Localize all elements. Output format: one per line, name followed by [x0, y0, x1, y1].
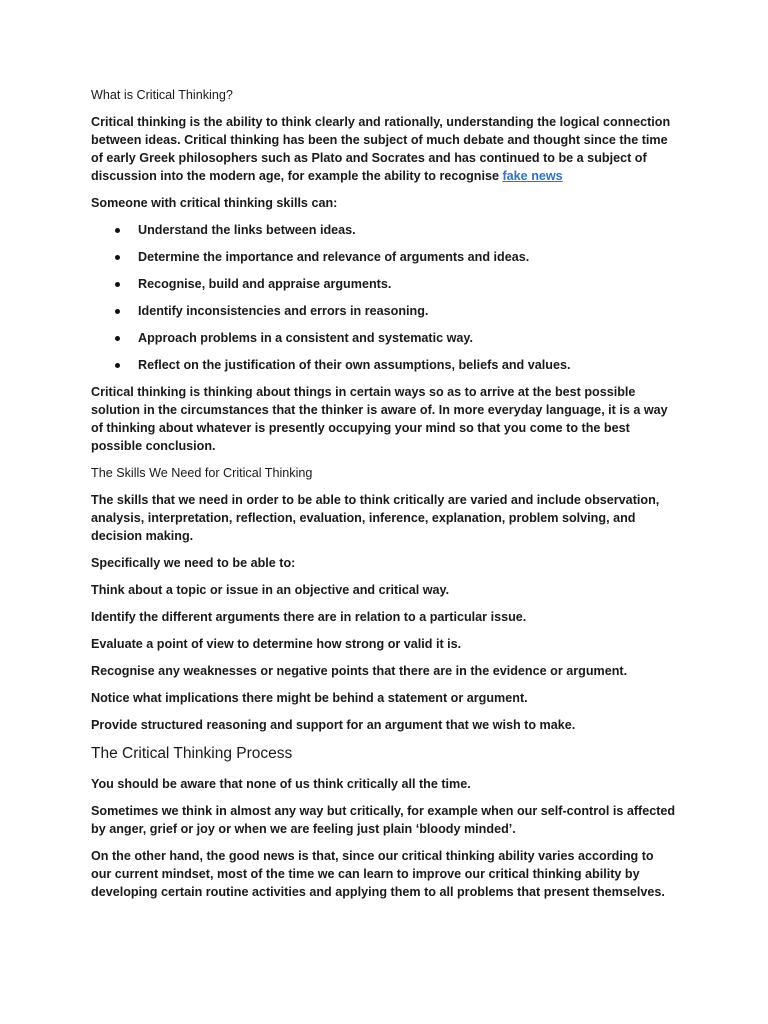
specifically-intro: Specifically we need to be able to:	[91, 556, 296, 570]
skills-needed-heading: The Skills We Need for Critical Thinking	[91, 466, 313, 480]
process-heading: The Critical Thinking Process	[91, 745, 293, 762]
bullet-icon	[115, 309, 120, 314]
skills-intro: Someone with critical thinking skills can:	[91, 196, 338, 210]
definition-paragraph: Critical thinking is thinking about things in certain ways so as to arrive at the best possible solution in the circumstances that the thinker is aware of. In more everyday language, it is a way of thinking about whatever is presently occupying your mind so that you come to the best possible conclusion.	[91, 385, 668, 453]
bullet-icon	[115, 282, 120, 287]
intro-text: Critical thinking is the ability to think clearly and rationally, understanding the logical connection between ideas. Critical thinking has been the subject of much debate and thought since the time of early Greek philosophers such as Plato and Socrates and has continued to be a subject of discussion into the modern age, for example the ability to recognise	[91, 115, 671, 183]
skill-text: Approach problems in a consistent and systematic way.	[138, 331, 473, 345]
skills-list-item	[91, 329, 676, 347]
ability-item: Recognise any weaknesses or negative points that there are in the evidence or argument.	[91, 664, 628, 678]
ability-item: Think about a topic or issue in an objective and critical way.	[91, 583, 450, 597]
ability-item: Identify the different arguments there are in relation to a particular issue.	[91, 610, 527, 624]
process-paragraph: You should be aware that none of us think critically all the time.	[91, 777, 471, 791]
bullet-icon	[115, 228, 120, 233]
skills-list-item	[91, 275, 676, 293]
skill-text: Reflect on the justification of their own assumptions, beliefs and values.	[138, 358, 571, 372]
skills-list-item	[91, 248, 676, 266]
document-title: What is Critical Thinking?	[91, 88, 233, 102]
ability-item: Provide structured reasoning and support for an argument that we wish to make.	[91, 718, 576, 732]
skills-list	[91, 221, 676, 374]
skills-needed-paragraph: The skills that we need in order to be able to think critically are varied and include observation, analysis, interpretation, reflection, evaluation, inference, explanation, problem solving, and decision making.	[91, 493, 660, 543]
skills-list-item	[91, 302, 676, 320]
bullet-icon	[115, 363, 120, 368]
intro-paragraph	[91, 113, 676, 185]
process-paragraph: Sometimes we think in almost any way but critically, for example when our self-control is affected by anger, grief or joy or when we are feeling just plain ‘bloody minded’.	[91, 804, 676, 836]
skill-text: Determine the importance and relevance of arguments and ideas.	[138, 250, 530, 264]
bullet-icon	[115, 336, 120, 341]
fake-news-link[interactable]: fake news	[502, 169, 563, 183]
skill-text: Identify inconsistencies and errors in reasoning.	[138, 304, 429, 318]
process-paragraph: On the other hand, the good news is that, since our critical thinking ability varies according to our current mindset, most of the time we can learn to improve our critical thinking ability by developing certain routine activities and applying them to all problems that present themselves.	[91, 849, 665, 899]
skill-text: Understand the links between ideas.	[138, 223, 356, 237]
ability-item: Notice what implications there might be behind a statement or argument.	[91, 691, 528, 705]
skills-list-item	[91, 221, 676, 239]
ability-item: Evaluate a point of view to determine how strong or valid it is.	[91, 637, 462, 651]
bullet-icon	[115, 255, 120, 260]
skills-list-item	[91, 356, 676, 374]
skill-text: Recognise, build and appraise arguments.	[138, 277, 392, 291]
